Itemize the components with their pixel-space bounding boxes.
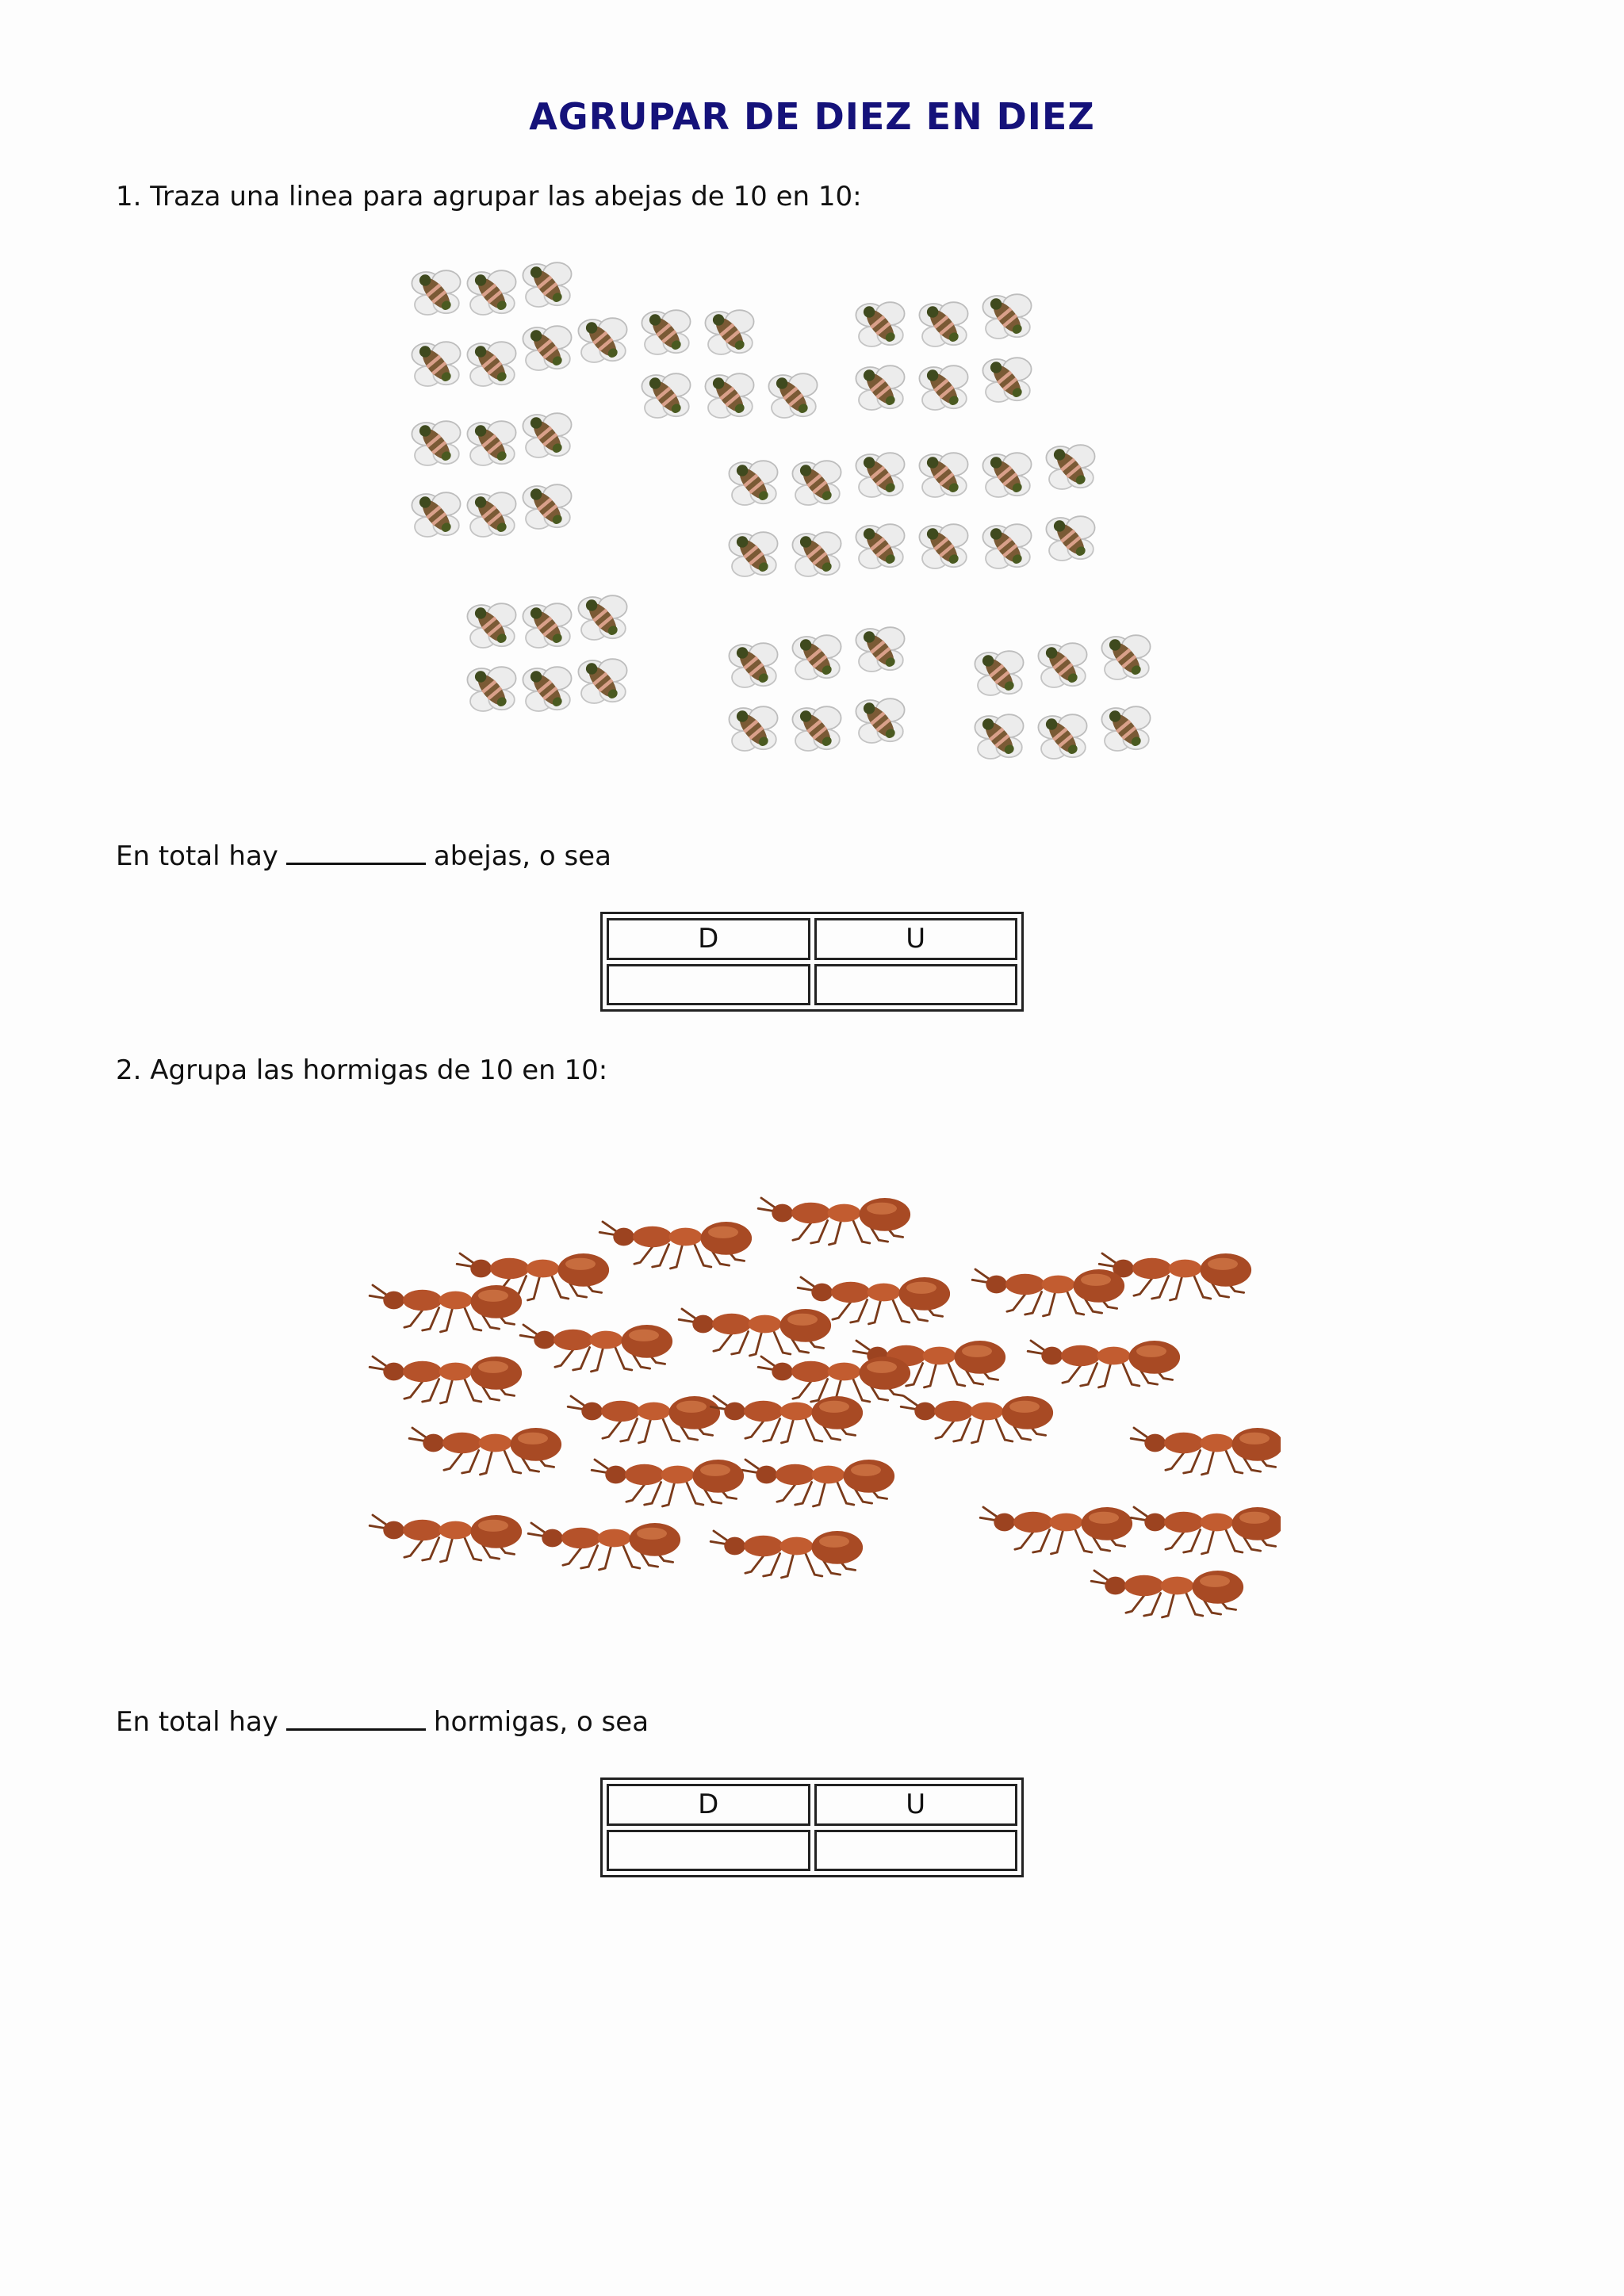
bee-icon <box>982 453 1031 497</box>
bee-icon <box>729 461 777 505</box>
exercise1-total-line <box>116 840 611 872</box>
bee-icon <box>578 659 626 703</box>
ants-illustration <box>361 1173 1281 1681</box>
tens-answer-cell[interactable] <box>607 1830 810 1872</box>
bee-icon <box>467 421 515 465</box>
units-answer-cell[interactable] <box>814 1830 1018 1872</box>
bee-icon <box>467 667 515 711</box>
ant-icon <box>1131 1428 1281 1475</box>
ant-icon <box>742 1460 894 1506</box>
ant-icon <box>592 1460 744 1506</box>
bee-icon <box>792 532 841 576</box>
bee-icon <box>729 706 777 751</box>
bee-icon <box>792 461 841 505</box>
bee-icon <box>856 698 904 743</box>
exercise1-du-table <box>600 912 1024 1012</box>
bee-icon <box>467 270 515 315</box>
page-title: AGRUPAR DE DIEZ EN DIEZ <box>529 95 1095 138</box>
ant-icon <box>370 1515 522 1562</box>
bee-icon <box>412 342 460 386</box>
bee-icon <box>412 270 460 315</box>
bee-icon <box>1038 643 1086 687</box>
bee-icon <box>523 413 571 457</box>
bee-icon <box>467 342 515 386</box>
ant-icon <box>370 1357 522 1403</box>
bee-icon <box>792 706 841 751</box>
exercise2-total-line <box>116 1706 649 1738</box>
ant-icon <box>980 1507 1132 1554</box>
bee-icon <box>523 326 571 370</box>
exercise2-total-suffix: hormigas, o sea <box>433 1706 649 1738</box>
bee-icon <box>523 262 571 307</box>
bee-icon <box>523 603 571 648</box>
ant-icon <box>520 1325 672 1372</box>
ant-icon <box>710 1396 863 1443</box>
bee-icon <box>1101 706 1150 751</box>
bee-icon <box>578 595 626 640</box>
bees-illustration <box>389 246 1237 793</box>
bee-icon <box>856 524 904 568</box>
bee-icon <box>768 373 817 418</box>
tens-header: D <box>607 1784 810 1826</box>
bee-icon <box>412 421 460 465</box>
exercise1-total-prefix: En total hay <box>116 840 278 872</box>
units-header: U <box>814 918 1018 960</box>
bee-icon <box>856 365 904 410</box>
bee-icon <box>919 365 967 410</box>
bee-icon <box>1101 635 1150 679</box>
ant-icon <box>1091 1571 1243 1617</box>
ant-icon <box>370 1285 522 1332</box>
tens-answer-cell[interactable] <box>607 964 810 1006</box>
units-answer-cell[interactable] <box>814 964 1018 1006</box>
ant-icon <box>599 1222 752 1269</box>
bee-icon <box>982 294 1031 339</box>
bee-icon <box>523 667 571 711</box>
exercise1-instruction: 1. Traza una linea para agrupar las abejas de 10 en 10: <box>116 181 862 212</box>
bee-icon <box>982 524 1031 568</box>
ant-icon <box>758 1198 910 1245</box>
exercise2-total-prefix: En total hay <box>116 1706 278 1738</box>
bee-icon <box>705 373 753 418</box>
bee-icon <box>729 643 777 687</box>
bee-icon <box>523 484 571 529</box>
ant-icon <box>758 1357 910 1403</box>
ant-icon <box>568 1396 720 1443</box>
bee-icon <box>792 635 841 679</box>
units-header: U <box>814 1784 1018 1826</box>
bee-icon <box>975 651 1023 695</box>
exercise1-answer-blank[interactable] <box>286 842 426 865</box>
tens-header: D <box>607 918 810 960</box>
bee-icon <box>982 358 1031 402</box>
ant-icon <box>901 1396 1053 1443</box>
bee-icon <box>412 492 460 537</box>
ant-icon <box>528 1523 680 1570</box>
bee-icon <box>578 318 626 362</box>
exercise1-total-suffix: abejas, o sea <box>433 840 611 872</box>
exercise2-du-table <box>600 1777 1024 1877</box>
bee-icon <box>705 310 753 354</box>
bee-icon <box>919 453 967 497</box>
bee-icon <box>975 714 1023 759</box>
bee-icon <box>642 373 690 418</box>
bee-icon <box>729 532 777 576</box>
ant-icon <box>1099 1253 1251 1300</box>
ant-icon <box>972 1269 1124 1316</box>
ant-icon <box>409 1428 561 1475</box>
bee-icon <box>919 302 967 346</box>
ant-icon <box>710 1531 863 1578</box>
ant-icon <box>1131 1507 1281 1554</box>
bee-icon <box>856 627 904 672</box>
bee-icon <box>467 603 515 648</box>
bee-icon <box>1038 714 1086 759</box>
ant-icon <box>1028 1341 1180 1387</box>
bee-icon <box>1046 445 1094 489</box>
bee-icon <box>467 492 515 537</box>
bee-icon <box>1046 516 1094 561</box>
bee-icon <box>919 524 967 568</box>
ant-icon <box>679 1309 831 1356</box>
exercise2-answer-blank[interactable] <box>286 1708 426 1731</box>
exercise2-instruction: 2. Agrupa las hormigas de 10 en 10: <box>116 1054 608 1086</box>
bee-icon <box>856 453 904 497</box>
bee-icon <box>856 302 904 346</box>
bee-icon <box>642 310 690 354</box>
